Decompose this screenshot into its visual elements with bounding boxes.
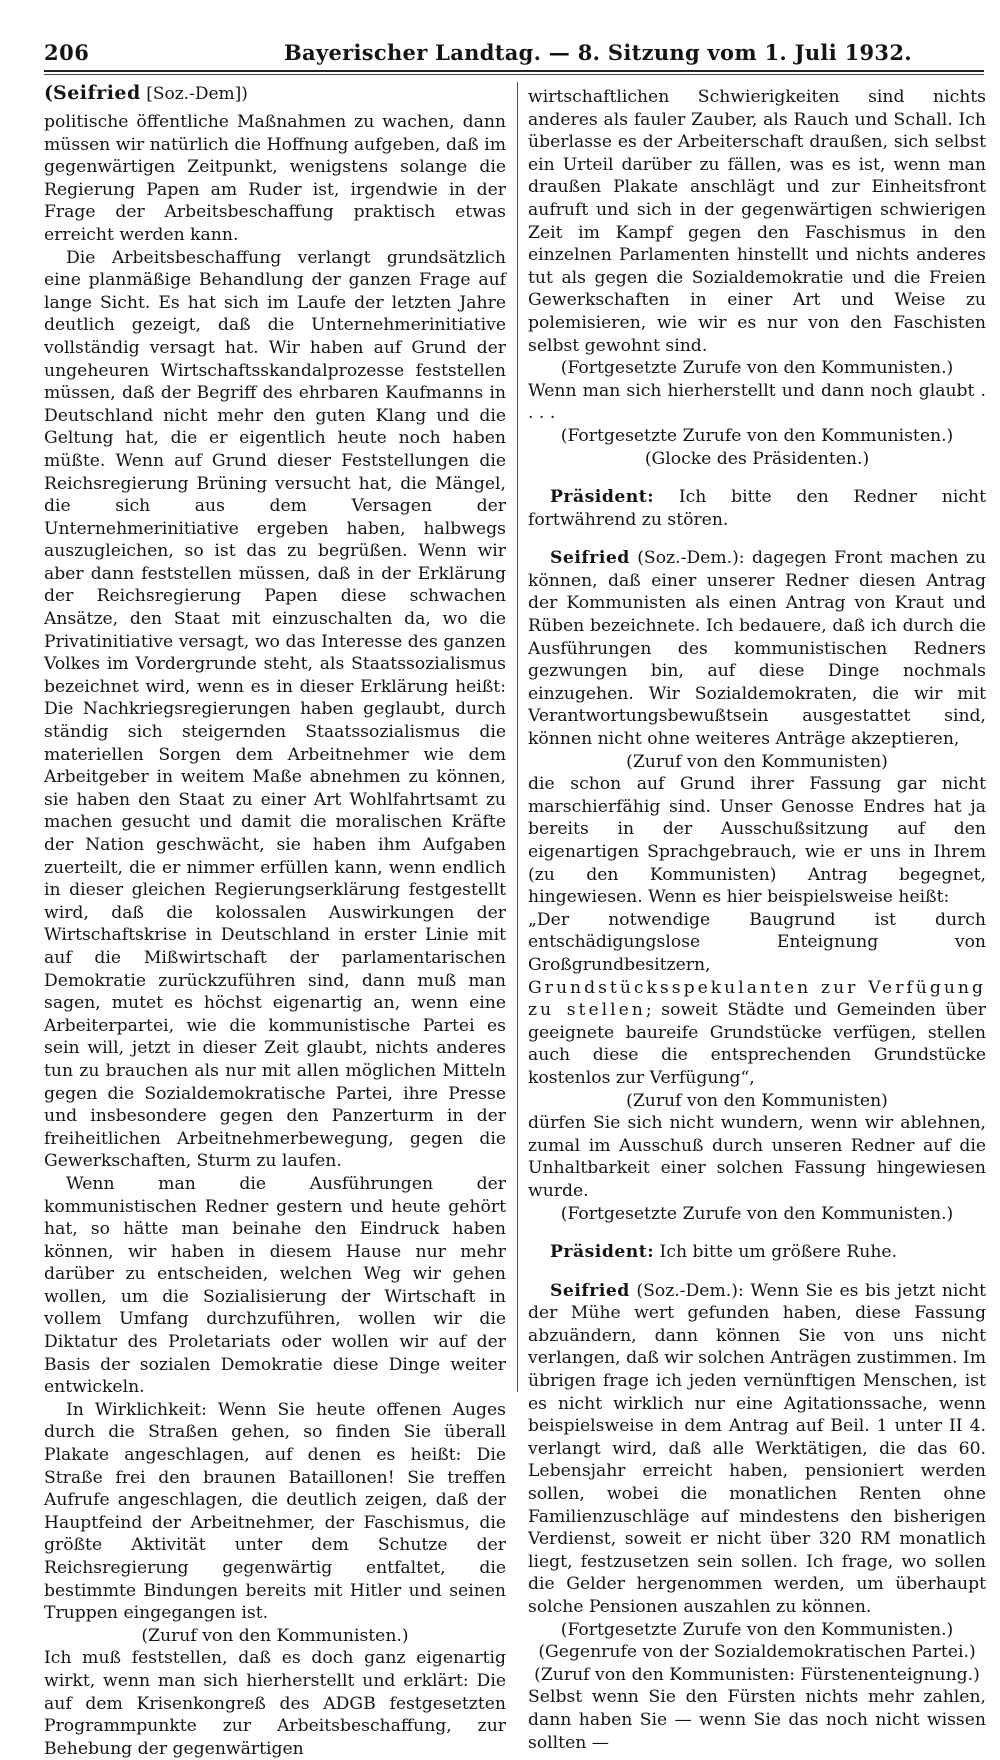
speech-text: Wenn Sie es bis jetzt nicht der Mühe wert gefunden haben, diese Fassung abzuändern, dann können Sie von uns nicht verlangen, daß wir solchen Anträgen zustimmen. Im übrigen frage ich jeden vernünftigen Menschen, ist es nicht wirklich nur eine Agitationssache, wenn beispielsweise in dem Antrag auf Beil. 1 unter II 4. verlangt wird, daß alle Werktätigen, die das 60. Lebensjahr erreicht haben, pensioniert werden sollen, wobei die monatlichen Renten ohne Familienzuschläge auf mindestens den bisherigen Verdienst, soweit er nicht über 320 RM monatlich liegt, festzusetzen sein sollen. Ich frage, wo sollen die Gelder hergenommen werden, um überhaupt solche Pensionen auszahlen zu können. bbox=[528, 1280, 987, 1617]
interjection: (Gegenrufe von der Sozialdemokratischen Partei.) bbox=[538, 1642, 976, 1663]
running-head: Bayerischer Landtag. — 8. Sitzung vom 1. Juli 1932. bbox=[284, 40, 912, 65]
quotation: „Der notwendige Baugrund ist durch entschädigungslose Enteignung von Großgrundbesitzern, Grundstücksspekulanten zur Verfügung zu stellen; soweit Städte und Gemeinden über geeignete baureife Grundstücke verfügen, stellen auch diese die entsprechenden Grundstücke kostenlos zur Verfügung“, bbox=[528, 909, 986, 1088]
speech-seifried bbox=[528, 1280, 986, 1619]
speaker-party: [Soz.-Dem]) bbox=[140, 84, 248, 104]
remark-text: Ich bitte um größere Ruhe. bbox=[654, 1242, 898, 1263]
speaker-name: Seifried bbox=[53, 82, 141, 104]
speaker-name: Präsident: bbox=[550, 487, 655, 508]
speaker-party: (Soz.-Dem.): bbox=[629, 1280, 744, 1301]
paragraph: dürfen Sie sich nicht wundern, wenn wir ablehnen, zumal im Ausschuß durch unseren Redner auf die Unhaltbarkeit einer solchen Fassung hingewiesen wurde. bbox=[528, 1113, 986, 1201]
paragraph: In Wirklichkeit: Wenn Sie heute offenen Auges durch die Straßen gehen, so finden Sie überall Plakate angeschlagen, auf denen es heißt: Die Straße frei den braunen Bataillonen! Sie treffen Aufrufe angeschlagen, die deutlich zeigen, daß der Hauptfeind der Arbeitnehmer, der Faschismus, die größte Aktivität unter dem Schutze der Reichsregierung gegenwärtig entfaltet, die bestimmte Bindungen bereits mit Hitler und seinen Truppen eingegangen ist. bbox=[44, 1399, 506, 1624]
paragraph: Die Arbeitsbeschaffung verlangt grundsätzlich eine planmäßige Behandlung der ganzen Frage auf lange Sicht. Es hat sich im Laufe der letzten Jahre deutlich gezeigt, daß die Unternehmerinitiative vollständig versagt hat. Wir haben auf Grund der ungeheuren Wirtschaftsskandalprozesse feststellen müssen, daß der Begriff des ehrbaren Kaufmanns in Deutschland nicht mehr den guten Klang und die Geltung hat, die er eigentlich heute noch haben müßte. Wenn auf Grund dieser Feststellungen die Reichsregierung Brüning versucht hat, die Mängel, die sich aus dem Versagen der Unternehmerinitiative ergeben haben, halbwegs auszugleichen, so ist das zu begrüßen. Wenn wir aber dann feststellen müssen, daß in der Erklärung der Reichsregierung Papen diese schwachen Ansätze, den Staat mit einzuschalten da, wo die Privatinitiative versagt, wo das Interesse des ganzen Volkes im Vordergrunde steht, als Staatssozialismus bezeichnet wird, wenn es in dieser Erklärung heißt: Die Nachkriegsregierungen haben geglaubt, durch ständig sich steigernden Staatssozialismus die materiellen Sorgen dem Arbeitnehmer wie dem Arbeitgeber in weitem Maße abnehmen zu können, sie haben den Staat zu einer Art Wohlfahrtsamt zu machen gesucht und damit die moralischen Kräfte der Nation geschwächt, sie haben ihm Aufgaben zuerteilt, die er nimmer erfüllen kann, wenn endlich in dieser gleichen Regierungserklärung festgestellt wird, daß die kolossalen Auswirkungen der Wirtschaftskrise in Deutschland in erster Linie mit auf die Mißwirtschaft der parlamentarischen Demokratie zurückzuführen sind, dann muß man sagen, mutet es höchst eigenartig an, wenn eine Arbeiterpartei, wie die kommunistische Partei es sein will, jetzt in dieser Zeit glaubt, nichts anderes tun zu brauchen als nur mit allen möglichen Mitteln gegen die Sozialdemokratische Partei, ihre Presse und insbesondere gegen den Panzerturm in der freiheitlichen Arbeitnehmerbewegung, gegen die Gewerkschaften, Sturm zu laufen. bbox=[44, 247, 506, 1172]
paragraph: die schon auf Grund ihrer Fassung gar nicht marschierfähig sind. Unser Genosse Endres hat ja bereits in der Ausschußsitzung auf den eigenartigen Sprachgebrauch, wie er uns in Ihrem (zu den Kommunisten) Antrag begegnet, hingewiesen. Wenn es hier beispielsweise heißt: bbox=[528, 774, 986, 908]
interjection: (Fortgesetzte Zurufe von den Kommunisten.) bbox=[560, 1619, 954, 1640]
paragraph: politische öffentliche Maßnahmen zu wachen, dann müssen wir natürlich die Hoffnung aufgeben, daß im gegenwärtigen Zeitpunkt, wenigstens solange die Regierung Papen am Ruder ist, irgendwie in der Frage der Arbeitsbeschaffung praktisch etwas erreicht werden kann. bbox=[44, 112, 506, 245]
interjection: (Zuruf von den Kommunisten.) bbox=[141, 1625, 409, 1646]
speaker-name: Seifried bbox=[550, 1280, 630, 1301]
president-remark bbox=[528, 486, 986, 531]
interjection: (Zuruf von den Kommunisten: Fürstenenteignung.) bbox=[534, 1664, 980, 1685]
speaker-party: (Soz.-Dem.): bbox=[629, 548, 745, 569]
header-rule bbox=[44, 70, 984, 72]
speaker-name: Seifried bbox=[550, 548, 630, 569]
remark-text: Ich bitte den Redner nicht fortwährend zu stören. bbox=[528, 487, 986, 530]
interjection: (Fortgesetzte Zurufe von den Kommunisten.) bbox=[560, 425, 954, 446]
column-divider bbox=[517, 82, 518, 1392]
interjection: (Fortgesetzte Zurufe von den Kommunisten.) bbox=[560, 358, 954, 379]
president-remark bbox=[528, 1241, 986, 1264]
speech-seifried bbox=[528, 547, 986, 750]
paragraph: Selbst wenn Sie den Fürsten nichts mehr zahlen, dann haben Sie — wenn Sie das noch nicht wissen sollten — bbox=[528, 1687, 986, 1753]
header-rule-thin bbox=[44, 74, 984, 75]
paragraph: Wenn man sich hierherstellt und dann noch glaubt . . . . bbox=[528, 380, 986, 424]
interjection: (Fortgesetzte Zurufe von den Kommunisten.) bbox=[560, 1203, 954, 1224]
interjection: (Glocke des Präsidenten.) bbox=[644, 448, 870, 469]
paragraph: Ich muß feststellen, daß es doch ganz eigenartig wirkt, wenn man sich hierherstellt und erklärt: Die auf dem Krisenkongreß des ADGB festgesetzten Programmpunkte zur Arbeitsbeschaffung, zur Behebung der gegenwärtigen bbox=[44, 1648, 506, 1759]
page-header bbox=[44, 40, 984, 70]
left-column bbox=[44, 80, 506, 1760]
page-number: 206 bbox=[44, 40, 90, 65]
speech-text: dagegen Front machen zu können, daß einer unserer Redner diesen Antrag der Kommunisten als einen Antrag von Kraut und Rüben bezeichnete. Ich bedauere, daß ich durch die Ausführungen des kommunistischen Redners gezwungen bin, auf diese Dinge nochmals einzugehen. Wir Sozialdemokraten, die wir mit Verantwortungsbewußtsein ausgestattet sind, können nicht ohne weiteres Anträge akzeptieren, bbox=[528, 548, 986, 750]
paragraph: Wenn man die Ausführungen der kommunistischen Redner gestern und heute gehört hat, so hätte man beinahe den Eindruck haben können, wir haben in diesem Hause nur mehr darüber zu entscheiden, welchen Weg wir gehen wollen, um die Sozialisierung der Wirtschaft in vollem Umfang durchzuführen, wollen wir die Diktatur des Proletariats oder wollen wir auf der Basis der sozialen Demokratie diese Dinge weiter entwickeln. bbox=[44, 1173, 506, 1398]
speaker-name: Präsident: bbox=[550, 1242, 655, 1263]
right-column bbox=[528, 86, 986, 1754]
spaced-emphasis: Grundstücksspekulanten zur Verfügung zu stellen bbox=[528, 977, 986, 1021]
interjection: (Zuruf von den Kommunisten) bbox=[626, 1090, 888, 1111]
paragraph: wirtschaftlichen Schwierigkeiten sind nichts anderes als fauler Zauber, als Rauch und Schall. Ich überlasse es der Arbeiterschaft draußen, sich selbst ein Urteil darüber zu fällen, was es ist, wenn man draußen Plakate anschlägt und zur Einheitsfront aufruft und sich in der gegenwärtigen schwierigen Zeit im Kampf gegen den Faschismus in den einzelnen Parlamenten hinstellt und nichts anderes tut als gegen die Sozialdemokratie und die Freien Gewerkschaften in einer Art und Weise zu polemisieren, wie wir es nur von den Faschisten selbst gewohnt sind. bbox=[528, 87, 986, 356]
continued-speaker-heading: (Seifried [Soz.-Dem]) bbox=[44, 82, 248, 104]
interjection: (Zuruf von den Kommunisten) bbox=[626, 751, 888, 772]
